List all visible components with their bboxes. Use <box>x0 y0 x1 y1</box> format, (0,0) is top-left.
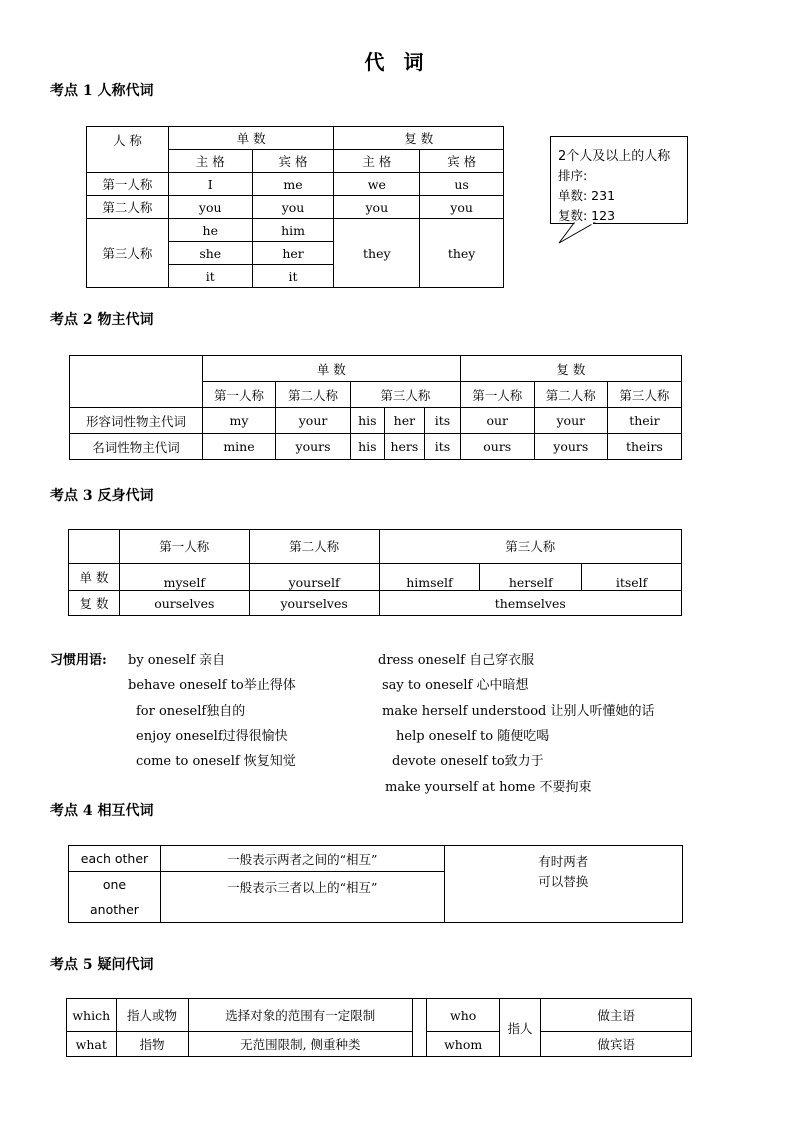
section-heading-interrogative: 考点 5 疑问代词 <box>50 957 154 973</box>
term-line: another <box>90 902 139 917</box>
header-first-person: 第一人称 <box>202 382 275 408</box>
cell: its <box>425 408 461 434</box>
cell: you <box>168 196 252 219</box>
callout-pointer <box>550 222 610 246</box>
note-line: 可以替换 <box>538 874 589 889</box>
cell: mine <box>202 434 275 460</box>
cell: you <box>420 196 504 219</box>
term-who: who <box>427 999 499 1032</box>
cell: it <box>168 265 252 288</box>
cell: us <box>420 173 504 196</box>
personal-pronoun-table <box>86 126 504 288</box>
cell: your <box>534 408 607 434</box>
header-first-person: 第一人称 <box>119 530 249 564</box>
note-line: 排序: <box>558 168 588 183</box>
phrase-item: enjoy oneself过得很愉快 <box>136 729 288 744</box>
cell: his <box>351 408 384 434</box>
reciprocal-pronoun-table <box>68 845 683 923</box>
description: 一般表示两者之间的“相互” <box>160 846 444 872</box>
header-second-person: 第二人称 <box>249 530 379 564</box>
header-third-person: 第三人称 <box>607 382 681 408</box>
cell: we <box>334 173 420 196</box>
phrase-item: devote oneself to致力于 <box>392 754 544 769</box>
cell: him <box>252 219 334 242</box>
cell: ourselves <box>119 591 249 616</box>
phrase-item: help oneself to 随便吃喝 <box>396 729 550 744</box>
role: 做宾语 <box>541 1032 692 1057</box>
header-plural: 复 数 <box>460 356 681 382</box>
phrase-item: behave oneself to举止得体 <box>128 678 296 693</box>
header-singular: 单 数 <box>202 356 460 382</box>
row-label: 第三人称 <box>87 219 169 288</box>
header-third-person: 第三人称 <box>351 382 461 408</box>
phrases-heading: 习惯用语: <box>50 653 107 668</box>
cell: my <box>202 408 275 434</box>
possessive-pronoun-table <box>69 355 682 460</box>
cell: yourself <box>249 564 379 591</box>
note-line: 有时两者 <box>538 854 589 869</box>
row-label: 单 数 <box>69 564 120 591</box>
description: 无范围限制, 侧重种类 <box>188 1032 413 1057</box>
cell: ours <box>460 434 534 460</box>
section-heading-reciprocal: 考点 4 相互代词 <box>50 803 154 819</box>
cell: their <box>607 408 681 434</box>
cell: yours <box>276 434 351 460</box>
phrase-item: come to oneself 恢复知觉 <box>136 754 296 769</box>
header-third-person: 第三人称 <box>379 530 681 564</box>
description: 选择对象的范围有一定限制 <box>188 999 413 1032</box>
cell: I <box>168 173 252 196</box>
interrogative-pronoun-table <box>66 998 692 1057</box>
term-each-other: each other <box>69 846 161 872</box>
cell: me <box>252 173 334 196</box>
cell: himself <box>379 564 480 591</box>
reference: 指人或物 <box>116 999 188 1032</box>
header-objective: 宾 格 <box>252 150 334 173</box>
cell: it <box>252 265 334 288</box>
row-label: 第二人称 <box>87 196 169 219</box>
spacer-cell <box>413 999 427 1057</box>
section-heading-reflexive: 考点 3 反身代词 <box>50 488 154 504</box>
header-second-person: 第二人称 <box>534 382 607 408</box>
header-objective: 宾 格 <box>420 150 504 173</box>
cell: themselves <box>379 591 681 616</box>
header-person: 人 称 <box>87 127 169 173</box>
cell: hers <box>384 434 425 460</box>
cell: your <box>276 408 351 434</box>
section-heading-personal: 考点 1 人称代词 <box>50 83 154 99</box>
blank-header <box>69 530 120 564</box>
cell: myself <box>119 564 249 591</box>
term-line: one <box>102 877 127 892</box>
row-label: 第一人称 <box>87 173 169 196</box>
cell: she <box>168 242 252 265</box>
reference: 指物 <box>116 1032 188 1057</box>
cell: yourselves <box>249 591 379 616</box>
cell: herself <box>480 564 582 591</box>
phrase-item: dress oneself 自己穿衣服 <box>378 653 535 668</box>
cell: its <box>425 434 461 460</box>
role: 做主语 <box>541 999 692 1032</box>
cell: his <box>351 434 384 460</box>
cell: our <box>460 408 534 434</box>
reflexive-pronoun-table <box>68 529 682 616</box>
phrase-item: by oneself 亲自 <box>128 653 226 668</box>
cell: they <box>420 219 504 288</box>
row-label: 形容词性物主代词 <box>70 408 203 434</box>
cell: you <box>334 196 420 219</box>
cell: her <box>384 408 425 434</box>
header-subjective: 主 格 <box>168 150 252 173</box>
note-line: 单数: 231 <box>558 188 616 203</box>
row-label: 复 数 <box>69 591 120 616</box>
term-whom: whom <box>427 1032 499 1057</box>
term-what: what <box>67 1032 117 1057</box>
header-plural: 复 数 <box>334 127 504 150</box>
row-label: 名词性物主代词 <box>70 434 203 460</box>
cell: you <box>252 196 334 219</box>
header-second-person: 第二人称 <box>276 382 351 408</box>
header-first-person: 第一人称 <box>460 382 534 408</box>
section-heading-possessive: 考点 2 物主代词 <box>50 312 154 328</box>
cell: yours <box>534 434 607 460</box>
phrase-item: for oneself独自的 <box>136 704 246 719</box>
reference: 指人 <box>499 999 540 1057</box>
blank-header <box>70 356 203 408</box>
page-title: 代 词 <box>364 50 430 74</box>
phrase-item: make yourself at home 不要拘束 <box>385 780 592 795</box>
cell: they <box>334 219 420 288</box>
note-line: 2个人及以上的人称 <box>558 149 671 164</box>
phrase-item: say to oneself 心中暗想 <box>382 678 529 693</box>
cell: he <box>168 219 252 242</box>
header-singular: 单 数 <box>168 127 334 150</box>
cell: theirs <box>607 434 681 460</box>
description: 一般表示三者以上的“相互” <box>160 872 444 923</box>
term-one-another <box>69 872 161 923</box>
cell: her <box>252 242 334 265</box>
note-line: 复数: 123 <box>558 208 616 223</box>
phrase-item: make herself understood 让别人听懂她的话 <box>382 704 655 719</box>
term-which: which <box>67 999 117 1032</box>
header-subjective: 主 格 <box>334 150 420 173</box>
cell: itself <box>582 564 682 591</box>
interchange-note <box>444 846 682 923</box>
